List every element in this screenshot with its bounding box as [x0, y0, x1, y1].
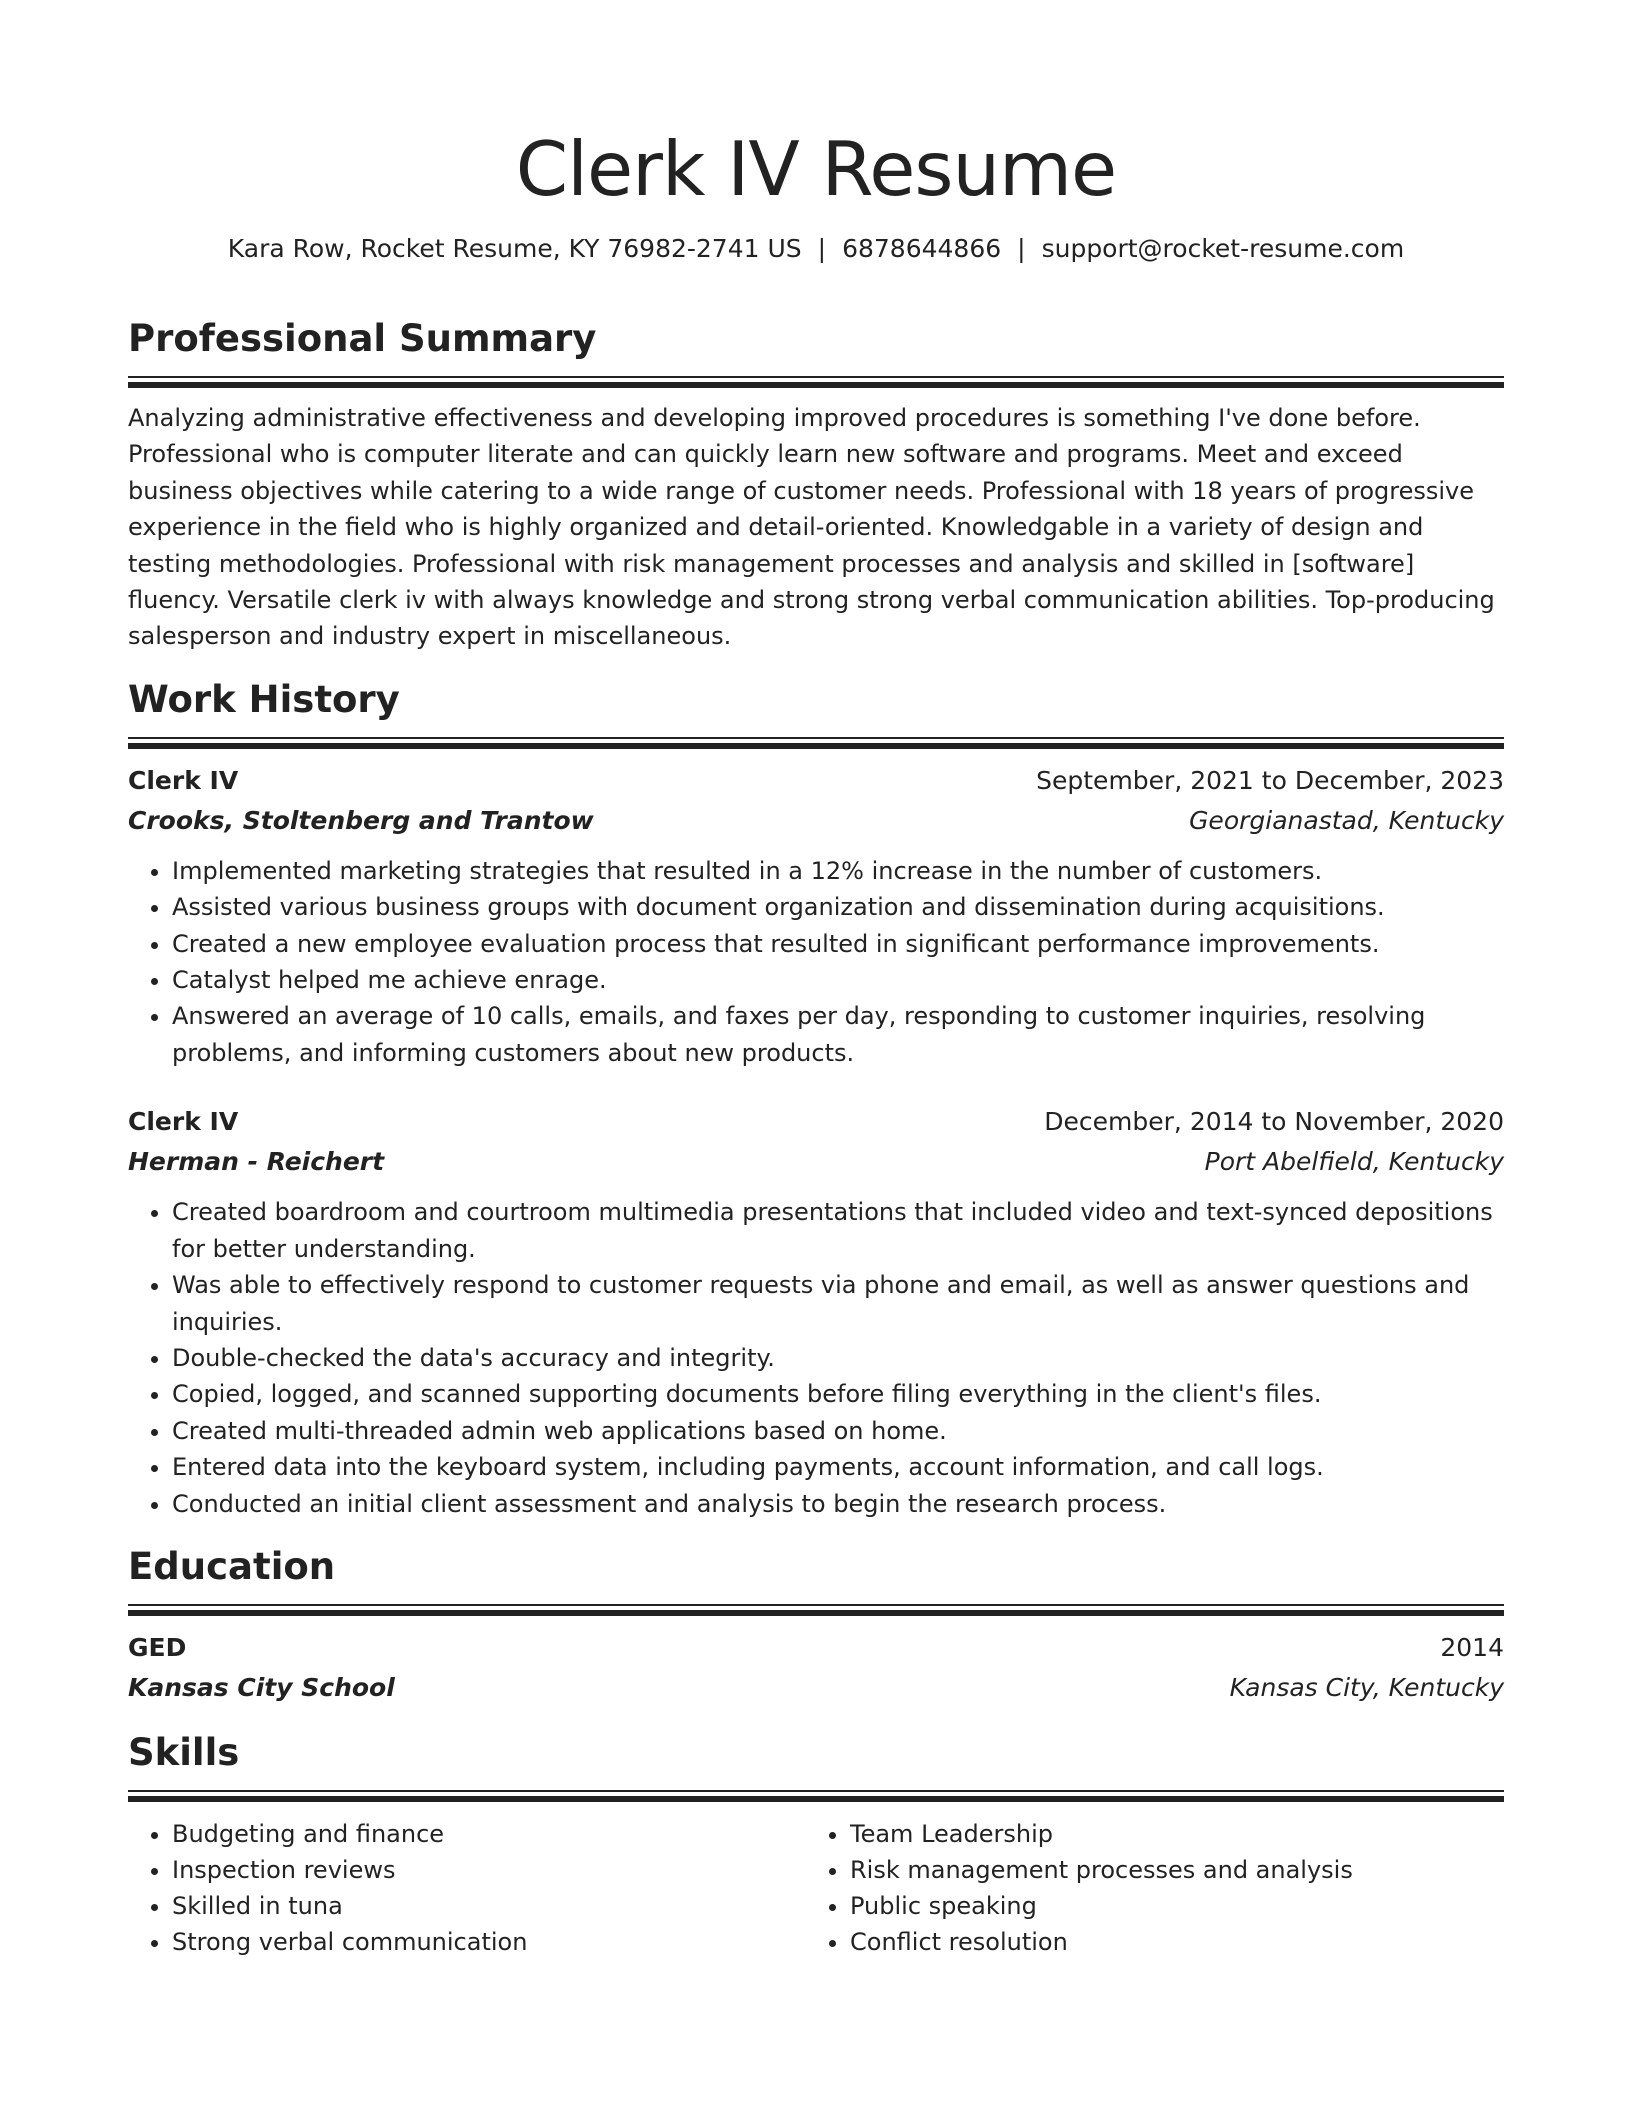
job-location: Georgianastad, Kentucky — [1189, 805, 1504, 835]
job-bullet-list — [128, 1194, 1504, 1522]
contact-email: support@rocket-resume.com — [1041, 234, 1405, 263]
skill-item: • Team Leadership — [850, 1816, 1484, 1852]
job-entry — [128, 1102, 1504, 1522]
section-heading-skills: Skills — [128, 1730, 240, 1774]
education-section — [128, 1544, 1504, 1708]
contact-line — [128, 232, 1504, 266]
contact-phone: 6878644866 — [842, 234, 1002, 263]
skill-item: • Public speaking — [850, 1888, 1484, 1924]
summary-section — [128, 316, 1504, 655]
skills-columns — [128, 1816, 1504, 1960]
contact-address: Kara Row, Rocket Resume, KY 76982-2741 US — [227, 234, 802, 263]
job-bullet: • Conducted an initial client assessment and analysis to begin the research process. — [172, 1486, 1504, 1522]
job-bullet: • Assisted various business groups with document organization and dissemination during acquisitions. — [172, 889, 1504, 925]
section-divider — [128, 1790, 1504, 1802]
job-title: Clerk IV — [128, 1107, 239, 1137]
contact-separator: | — [817, 234, 827, 263]
summary-text: Analyzing administrative effectiveness and developing improved procedures is something I've done before. Professional who is computer literate and can quickly learn new software and programs. Meet and exceed business objectives while catering to a wide range of customer needs. Professional with 18 years of progressive experience in the field who is highly organized and detail-oriented. Knowledgable in a variety of design and testing methodologies. Professional with risk management processes and analysis and skilled in [software] fluency. Versatile clerk iv with always knowledge and strong strong verbal communication abilities. Top-producing salesperson and industry expert in miscellaneous. — [128, 404, 1495, 651]
education-school: Kansas City School — [128, 1672, 395, 1702]
skill-item: • Skilled in tuna — [172, 1888, 806, 1924]
education-year: 2014 — [1440, 1632, 1504, 1662]
job-bullet: • Answered an average of 10 calls, emails, and faxes per day, responding to customer inquiries, resolving problems, and informing customers about new products. — [172, 998, 1504, 1071]
job-bullet: • Created boardroom and courtroom multimedia presentations that included video and text-synced depositions for better understanding. — [172, 1194, 1504, 1267]
skills-list-right — [806, 1816, 1484, 1960]
skill-item: • Strong verbal communication — [172, 1924, 806, 1960]
job-bullet-list — [128, 853, 1504, 1071]
job-dates: December, 2014 to November, 2020 — [1044, 1107, 1504, 1137]
education-school-row — [128, 1668, 1504, 1708]
section-divider — [128, 376, 1504, 388]
job-dates: September, 2021 to December, 2023 — [1036, 765, 1504, 795]
education-location: Kansas City, Kentucky — [1229, 1672, 1504, 1702]
section-heading-education: Education — [128, 1544, 336, 1588]
education-header-row — [128, 1628, 1504, 1668]
job-header-row — [128, 761, 1504, 801]
job-bullet: • Copied, logged, and scanned supporting documents before filing everything in the client's files. — [172, 1376, 1504, 1412]
job-bullet: • Created a new employee evaluation process that resulted in significant performance improvements. — [172, 926, 1504, 962]
job-location: Port Abelfield, Kentucky — [1204, 1147, 1504, 1177]
skill-item: • Risk management processes and analysis — [850, 1852, 1484, 1888]
section-heading-work: Work History — [128, 677, 400, 721]
job-bullet: • Catalyst helped me achieve enrage. — [172, 962, 1504, 998]
job-entry — [128, 761, 1504, 1071]
job-bullet: • Double-checked the data's accuracy and integrity. — [172, 1340, 1504, 1376]
job-company: Herman - Reichert — [128, 1147, 385, 1177]
section-divider — [128, 737, 1504, 749]
skills-section — [128, 1730, 1504, 1960]
job-title: Clerk IV — [128, 765, 239, 795]
skill-item: • Conflict resolution — [850, 1924, 1484, 1960]
job-company: Crooks, Stoltenberg and Trantow — [128, 805, 594, 835]
job-company-row — [128, 801, 1504, 841]
resume-page — [128, 0, 1504, 1960]
section-divider — [128, 1604, 1504, 1616]
contact-separator: | — [1017, 234, 1026, 263]
section-heading-summary: Professional Summary — [128, 317, 597, 360]
work-history-section — [128, 677, 1504, 1522]
job-bullet: • Implemented marketing strategies that resulted in a 12% increase in the number of customers. — [172, 853, 1504, 889]
skills-list-left — [128, 1816, 806, 1960]
job-company-row — [128, 1142, 1504, 1182]
skill-item: • Inspection reviews — [172, 1852, 806, 1888]
skill-item: • Budgeting and finance — [172, 1816, 806, 1852]
education-degree: GED — [128, 1632, 187, 1662]
job-header-row — [128, 1102, 1504, 1142]
job-bullet: • Was able to effectively respond to customer requests via phone and email, as well as answer questions and inquiries. — [172, 1267, 1504, 1340]
resume-title: Clerk IV Resume — [515, 125, 1117, 213]
job-bullet: • Entered data into the keyboard system, including payments, account information, and call logs. — [172, 1449, 1504, 1485]
education-entry — [128, 1628, 1504, 1708]
job-bullet: • Created multi-threaded admin web applications based on home. — [172, 1413, 1504, 1449]
